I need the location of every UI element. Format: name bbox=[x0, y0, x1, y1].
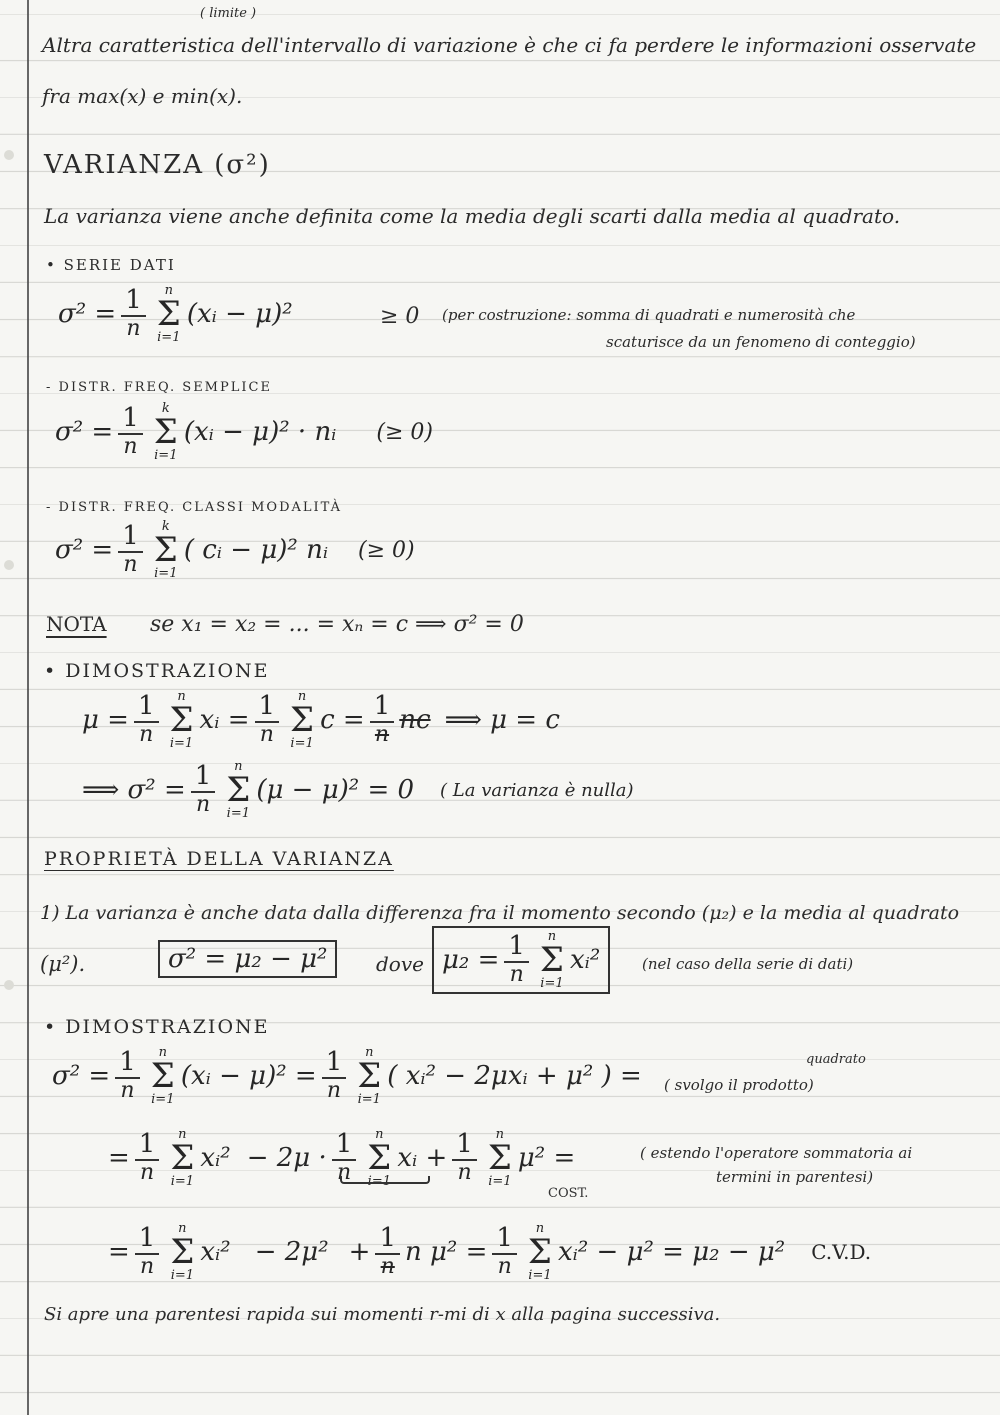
summation-symbol: n Σ i=1 bbox=[150, 1045, 175, 1107]
fraction: $\frac{1}{n}$ bbox=[118, 405, 143, 458]
summation-symbol: n Σ i=1 bbox=[357, 1045, 382, 1107]
fraction: $\frac{1}{n}$ bbox=[115, 1049, 140, 1102]
mu2-formula-box: μ₂ = $\frac{1}{n}$ n Σ i=1 xᵢ² bbox=[432, 926, 610, 994]
binder-hole bbox=[4, 980, 14, 990]
fraction: $\frac{1}{n}$ bbox=[118, 523, 143, 576]
fraction: $\frac{1}{n}$ bbox=[375, 1225, 400, 1278]
definition-text: La varianza viene anche definita come la media degli scarti dalla media al quadrato. bbox=[44, 204, 901, 228]
footer-note: Si apre una parentesi rapida sui momenti r-mi di x alla pagina successiva. bbox=[44, 1304, 721, 1325]
proprieta-1-line1: 1) La varianza è anche data dalla differenza fra il momento secondo (μ₂) e la media al quadrato bbox=[40, 902, 960, 924]
fraction: $\frac{1}{n}$ bbox=[255, 693, 280, 746]
dim1-label: • DIMOSTRAZIONE bbox=[44, 660, 270, 682]
margin-line bbox=[27, 0, 29, 1415]
summation-symbol: n Σ i=1 bbox=[170, 1221, 195, 1283]
case-semplice-label: - DISTR. FREQ. SEMPLICE bbox=[46, 380, 272, 395]
formula-semplice: σ² = $\frac{1}{n}$ k Σ i=1 (xᵢ − μ)² · nᵢ (≥ 0) bbox=[55, 401, 434, 463]
formula-dim1-line2: ⟹ σ² = $\frac{1}{n}$ n Σ i=1 (μ − μ)² = 0 ( La varianza è nulla) bbox=[82, 759, 634, 821]
section-title: VARIANZA (σ²) bbox=[44, 150, 271, 180]
summation-symbol: k Σ i=1 bbox=[153, 401, 178, 463]
summation-symbol: n Σ i=1 bbox=[527, 1221, 552, 1283]
fraction: $\frac{1}{n}$ bbox=[332, 1131, 357, 1184]
case-serie-label: • SERIE DATI bbox=[46, 256, 176, 274]
summation-symbol: n Σ i=1 bbox=[539, 929, 564, 991]
serie-note-symbol: ≥ 0 bbox=[380, 304, 420, 329]
nota-label: NOTA bbox=[46, 612, 107, 636]
case-classi-label: - DISTR. FREQ. CLASSI MODALITÀ bbox=[46, 500, 342, 515]
mu2-note: (nel caso della serie di dati) bbox=[642, 955, 854, 973]
dim2-label: • DIMOSTRAZIONE bbox=[44, 1016, 270, 1038]
dim2-note-3: termini in parentesi) bbox=[716, 1168, 874, 1186]
dim2-note-1: ( svolgo il prodotto) bbox=[664, 1076, 814, 1094]
nota-text: se x₁ = x₂ = ... = xₙ = c ⟹ σ² = 0 bbox=[150, 612, 524, 637]
formula-serie: σ² = $\frac{1}{n}$ n Σ i=1 (xᵢ − μ)² bbox=[58, 283, 293, 345]
fraction: $\frac{1}{n}$ bbox=[134, 693, 159, 746]
serie-note-2: scaturisce da un fenomeno di conteggio) bbox=[606, 333, 916, 351]
summation-symbol: n Σ i=1 bbox=[170, 1127, 195, 1189]
underbrace bbox=[340, 1176, 430, 1184]
summation-symbol: n Σ i=1 bbox=[169, 689, 194, 751]
summation-symbol: k Σ i=1 bbox=[153, 519, 178, 581]
intro-line-2: fra max(x) e min(x). bbox=[42, 84, 243, 108]
fraction: $\frac{1}{n}$ bbox=[370, 693, 395, 746]
fraction: $\frac{1}{n}$ bbox=[452, 1131, 477, 1184]
fraction: $\frac{1}{n}$ bbox=[322, 1049, 347, 1102]
fraction: $\frac{1}{n}$ bbox=[135, 1225, 160, 1278]
serie-note-1: (per costruzione: somma di quadrati e numerosità che bbox=[442, 306, 856, 324]
summation-symbol: n Σ i=1 bbox=[290, 689, 315, 751]
proprieta-title: PROPRIETÀ DELLA VARIANZA bbox=[44, 848, 394, 870]
fraction: $\frac{1}{n}$ bbox=[504, 933, 529, 986]
fraction: $\frac{1}{n}$ bbox=[121, 287, 146, 340]
variance-formula-box: σ² = μ₂ − μ² bbox=[158, 940, 337, 978]
binder-hole bbox=[4, 150, 14, 160]
dove-label: dove bbox=[376, 952, 424, 976]
formula-dim1-line1: μ = $\frac{1}{n}$ n Σ i=1 xᵢ = $\frac{1}{n}$ n Σ i=1 c = $\frac{1}{n}$ nc ⟹ μ = c bbox=[82, 689, 560, 751]
summation-symbol: n Σ i=1 bbox=[367, 1127, 392, 1189]
formula-classi: σ² = $\frac{1}{n}$ k Σ i=1 ( cᵢ − μ)² nᵢ (≥ 0) bbox=[55, 519, 415, 581]
formula-dim2-line3: = $\frac{1}{n}$ n Σ i=1 xᵢ² − 2μ² + $\frac{1}{n}$ n μ² = $\frac{1}{n}$ n Σ i=1 xᵢ² − μ² = μ₂ − μ² C.V.D. bbox=[108, 1221, 872, 1283]
summation-symbol: n Σ i=1 bbox=[156, 283, 181, 345]
intro-insert: ( limite ) bbox=[200, 6, 257, 21]
dim2-note-sup: quadrato bbox=[806, 1052, 866, 1067]
proprieta-1-line2: (μ²). bbox=[40, 952, 86, 976]
formula-dim2-line2: = $\frac{1}{n}$ n Σ i=1 xᵢ² − 2μ · $\frac{1}{n}$ n Σ i=1 xᵢ + $\frac{1}{n}$ n Σ i=1 μ² = bbox=[108, 1127, 576, 1189]
binder-hole bbox=[4, 560, 14, 570]
summation-symbol: n Σ i=1 bbox=[226, 759, 251, 821]
summation-symbol: n Σ i=1 bbox=[487, 1127, 512, 1189]
fraction: $\frac{1}{n}$ bbox=[135, 1131, 160, 1184]
cost-label: COST. bbox=[548, 1186, 589, 1201]
intro-line-1: Altra caratteristica dell'intervallo di variazione è che ci fa perdere le informazioni osservate bbox=[42, 33, 977, 57]
sigma-squared: σ² bbox=[55, 417, 84, 447]
fraction: $\frac{1}{n}$ bbox=[492, 1225, 517, 1278]
dim2-note-2: ( estendo l'operatore sommatoria ai bbox=[640, 1144, 913, 1162]
sigma-squared: σ² bbox=[58, 299, 87, 329]
sigma-squared: σ² bbox=[55, 535, 84, 565]
fraction: $\frac{1}{n}$ bbox=[191, 763, 216, 816]
formula-dim2-line1: σ² = $\frac{1}{n}$ n Σ i=1 (xᵢ − μ)² = $\frac{1}{n}$ n Σ i=1 ( xᵢ² − 2μxᵢ + μ² ) = bbox=[52, 1045, 642, 1107]
